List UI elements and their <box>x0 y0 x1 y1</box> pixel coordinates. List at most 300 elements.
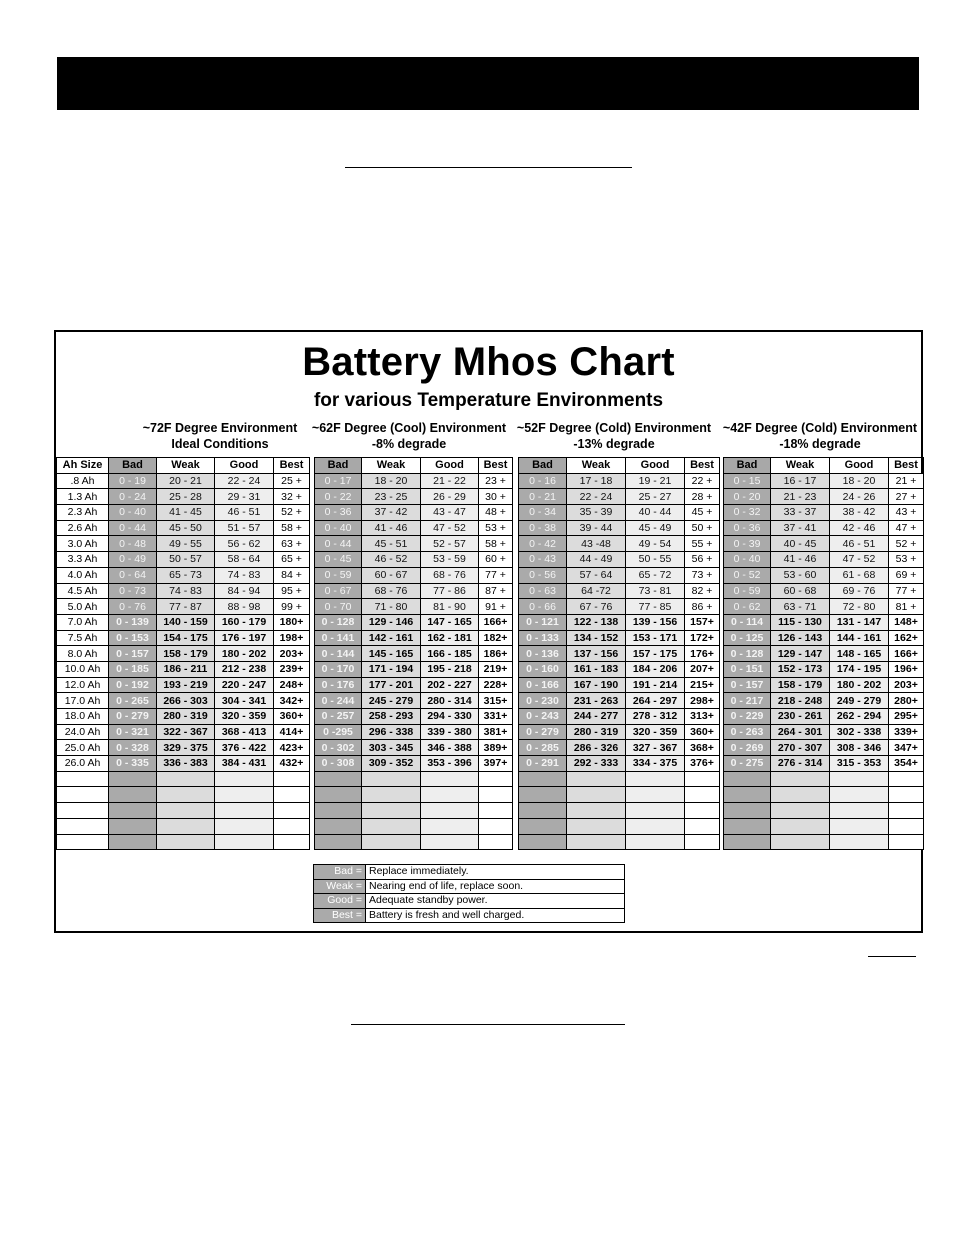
cell-bad: 0 - 275 <box>724 756 771 772</box>
table-row <box>724 489 924 505</box>
cell-bad: 0 - 136 <box>519 646 567 662</box>
env-note: -13% degrade <box>573 436 655 451</box>
empty-row <box>57 803 310 819</box>
cell-best: 91 + <box>479 599 513 615</box>
group-52f <box>518 457 720 850</box>
cell-good: 61 - 68 <box>830 567 889 583</box>
cell-best: 331+ <box>479 709 513 725</box>
cell-good: 65 - 72 <box>626 567 685 583</box>
empty-cell <box>362 771 421 787</box>
cell-ah-size: 24.0 Ah <box>57 724 109 740</box>
empty-cell <box>215 818 274 834</box>
cell-best: 172+ <box>685 630 720 646</box>
cell-good: 162 - 181 <box>421 630 479 646</box>
empty-cell <box>685 834 720 850</box>
empty-row <box>519 818 720 834</box>
cell-best: 196+ <box>889 661 924 677</box>
cell-best: 423+ <box>274 740 310 756</box>
cell-weak: 137 - 156 <box>567 646 626 662</box>
col-good: Good <box>215 458 274 474</box>
cell-weak: 292 - 333 <box>567 756 626 772</box>
table-row <box>724 756 924 772</box>
cell-best: 69 + <box>889 567 924 583</box>
chart-title: Battery Mhos Chart <box>302 340 675 384</box>
table-row <box>724 614 924 630</box>
cell-good: 212 - 238 <box>215 661 274 677</box>
cell-bad: 0 - 279 <box>109 709 157 725</box>
cell-bad: 0 - 39 <box>724 536 771 552</box>
empty-cell <box>771 834 830 850</box>
cell-bad: 0 - 229 <box>724 709 771 725</box>
table-row <box>57 599 310 615</box>
cell-best: 55 + <box>685 536 720 552</box>
cell-bad: 0 - 17 <box>315 473 362 489</box>
empty-cell <box>315 803 362 819</box>
cell-bad: 0 - 128 <box>315 614 362 630</box>
short-underline <box>868 956 916 957</box>
empty-cell <box>215 771 274 787</box>
cell-bad: 0 - 49 <box>109 552 157 568</box>
cell-weak: 296 - 338 <box>362 724 421 740</box>
cell-best: 203+ <box>889 677 924 693</box>
cell-good: 81 - 90 <box>421 599 479 615</box>
cell-best: 73 + <box>685 567 720 583</box>
table-row <box>57 473 310 489</box>
cell-best: 414+ <box>274 724 310 740</box>
table-row <box>315 630 513 646</box>
table-row <box>315 693 513 709</box>
cell-best: 239+ <box>274 661 310 677</box>
cell-best: 84 + <box>274 567 310 583</box>
cell-good: 19 - 21 <box>626 473 685 489</box>
table-row <box>315 614 513 630</box>
cell-weak: 16 - 17 <box>771 473 830 489</box>
cell-good: 26 - 29 <box>421 489 479 505</box>
empty-cell <box>724 818 771 834</box>
empty-cell <box>57 803 109 819</box>
cell-weak: 171 - 194 <box>362 661 421 677</box>
table-row <box>315 489 513 505</box>
cell-weak: 152 - 173 <box>771 661 830 677</box>
empty-row <box>315 803 513 819</box>
cell-bad: 0 - 43 <box>519 552 567 568</box>
cell-bad: 0 - 62 <box>724 599 771 615</box>
cell-ah-size: 18.0 Ah <box>57 709 109 725</box>
table-row <box>315 505 513 521</box>
col-bad: Bad <box>724 458 771 474</box>
cell-weak: 186 - 211 <box>157 661 215 677</box>
table-row <box>57 520 310 536</box>
cell-bad: 0 - 133 <box>519 630 567 646</box>
cell-best: 52 + <box>274 505 310 521</box>
col-weak: Weak <box>771 458 830 474</box>
table-row <box>724 740 924 756</box>
empty-cell <box>830 818 889 834</box>
empty-cell <box>830 803 889 819</box>
table-row <box>57 505 310 521</box>
cell-best: 65 + <box>274 552 310 568</box>
cell-best: 207+ <box>685 661 720 677</box>
cell-bad: 0 - 302 <box>315 740 362 756</box>
cell-weak: 23 - 25 <box>362 489 421 505</box>
table-row <box>724 677 924 693</box>
cell-weak: 167 - 190 <box>567 677 626 693</box>
cell-bad: 0 - 151 <box>724 661 771 677</box>
cell-good: 84 - 94 <box>215 583 274 599</box>
empty-cell <box>479 818 513 834</box>
cell-best: 56 + <box>685 552 720 568</box>
cell-bad: 0 - 244 <box>315 693 362 709</box>
cell-ah-size: 3.3 Ah <box>57 552 109 568</box>
empty-row <box>57 818 310 834</box>
empty-cell <box>830 771 889 787</box>
empty-cell <box>830 787 889 803</box>
cell-good: 58 - 64 <box>215 552 274 568</box>
empty-row <box>315 771 513 787</box>
empty-cell <box>724 803 771 819</box>
cell-best: 86 + <box>685 599 720 615</box>
cell-bad: 0 - 48 <box>109 536 157 552</box>
empty-cell <box>421 818 479 834</box>
cell-weak: 71 - 80 <box>362 599 421 615</box>
empty-cell <box>274 771 310 787</box>
cell-ah-size: 12.0 Ah <box>57 677 109 693</box>
cell-weak: 193 - 219 <box>157 677 215 693</box>
empty-cell <box>519 834 567 850</box>
cell-best: 354+ <box>889 756 924 772</box>
empty-cell <box>362 834 421 850</box>
table-row <box>57 756 310 772</box>
empty-cell <box>157 834 215 850</box>
empty-cell <box>724 834 771 850</box>
empty-cell <box>626 771 685 787</box>
cell-best: 23 + <box>479 473 513 489</box>
cell-best: 87 + <box>479 583 513 599</box>
table-row <box>724 599 924 615</box>
cell-bad: 0 - 328 <box>109 740 157 756</box>
empty-cell <box>519 818 567 834</box>
cell-weak: 126 - 143 <box>771 630 830 646</box>
cell-weak: 45 - 50 <box>157 520 215 536</box>
cell-bad: 0 - 40 <box>724 552 771 568</box>
cell-bad: 0 - 40 <box>315 520 362 536</box>
cell-best: 298+ <box>685 693 720 709</box>
cell-bad: 0 - 141 <box>315 630 362 646</box>
cell-weak: 154 - 175 <box>157 630 215 646</box>
empty-cell <box>421 771 479 787</box>
env-title: ~42F Degree (Cold) Environment <box>722 421 918 435</box>
empty-cell <box>57 771 109 787</box>
cell-weak: 231 - 263 <box>567 693 626 709</box>
cell-weak: 270 - 307 <box>771 740 830 756</box>
cell-weak: 158 - 179 <box>157 646 215 662</box>
col-bad: Bad <box>109 458 157 474</box>
cell-bad: 0 - 73 <box>109 583 157 599</box>
cell-good: 376 - 422 <box>215 740 274 756</box>
table-row <box>519 724 720 740</box>
empty-cell <box>830 834 889 850</box>
cell-weak: 21 - 23 <box>771 489 830 505</box>
cell-weak: 33 - 37 <box>771 505 830 521</box>
cell-good: 144 - 161 <box>830 630 889 646</box>
cell-best: 280+ <box>889 693 924 709</box>
empty-cell <box>771 787 830 803</box>
cell-bad: 0 - 166 <box>519 677 567 693</box>
cell-bad: 0 - 121 <box>519 614 567 630</box>
cell-weak: 39 - 44 <box>567 520 626 536</box>
cell-good: 160 - 179 <box>215 614 274 630</box>
table-row <box>57 567 310 583</box>
empty-cell <box>724 771 771 787</box>
cell-bad: 0 - 114 <box>724 614 771 630</box>
cell-weak: 77 - 87 <box>157 599 215 615</box>
cell-bad: 0 - 34 <box>519 505 567 521</box>
cell-best: 203+ <box>274 646 310 662</box>
table-row <box>57 552 310 568</box>
cell-ah-size: 26.0 Ah <box>57 756 109 772</box>
cell-bad: 0 - 63 <box>519 583 567 599</box>
cell-best: 376+ <box>685 756 720 772</box>
cell-ah-size: 5.0 Ah <box>57 599 109 615</box>
cell-good: 77 - 85 <box>626 599 685 615</box>
cell-bad: 0 - 291 <box>519 756 567 772</box>
cell-bad: 0 - 32 <box>724 505 771 521</box>
empty-row <box>724 834 924 850</box>
cell-ah-size: 7.5 Ah <box>57 630 109 646</box>
empty-cell <box>685 787 720 803</box>
cell-bad: 0 - 192 <box>109 677 157 693</box>
table-row <box>57 536 310 552</box>
divider-line-bottom <box>351 1024 625 1025</box>
empty-row <box>57 834 310 850</box>
empty-cell <box>109 803 157 819</box>
cell-good: 249 - 279 <box>830 693 889 709</box>
cell-good: 148 - 165 <box>830 646 889 662</box>
cell-good: 51 - 57 <box>215 520 274 536</box>
legend-desc: Adequate standby power. <box>366 894 625 909</box>
cell-good: 184 - 206 <box>626 661 685 677</box>
table-row <box>315 677 513 693</box>
cell-good: 43 - 47 <box>421 505 479 521</box>
cell-best: 248+ <box>274 677 310 693</box>
cell-good: 308 - 346 <box>830 740 889 756</box>
cell-weak: 145 - 165 <box>362 646 421 662</box>
cell-best: 58 + <box>479 536 513 552</box>
cell-good: 46 - 51 <box>215 505 274 521</box>
empty-cell <box>109 771 157 787</box>
cell-weak: 17 - 18 <box>567 473 626 489</box>
legend-row-bad <box>314 865 625 880</box>
table-row <box>315 756 513 772</box>
empty-cell <box>519 771 567 787</box>
cell-weak: 45 - 51 <box>362 536 421 552</box>
cell-good: 166 - 185 <box>421 646 479 662</box>
empty-cell <box>57 834 109 850</box>
cell-bad: 0 - 56 <box>519 567 567 583</box>
cell-good: 46 - 51 <box>830 536 889 552</box>
cell-good: 68 - 76 <box>421 567 479 583</box>
cell-good: 320 - 359 <box>215 709 274 725</box>
cell-good: 52 - 57 <box>421 536 479 552</box>
legend-row-good <box>314 894 625 909</box>
cell-bad: 0 - 335 <box>109 756 157 772</box>
cell-weak: 264 - 301 <box>771 724 830 740</box>
cell-weak: 322 - 367 <box>157 724 215 740</box>
empty-cell <box>567 787 626 803</box>
cell-weak: 177 - 201 <box>362 677 421 693</box>
empty-cell <box>109 787 157 803</box>
cell-best: 27 + <box>889 489 924 505</box>
cell-ah-size: 17.0 Ah <box>57 693 109 709</box>
legend-row-weak <box>314 879 625 894</box>
group-42f <box>723 457 924 850</box>
cell-weak: 115 - 130 <box>771 614 830 630</box>
legend <box>313 864 625 923</box>
table-row <box>519 740 720 756</box>
cell-weak: 129 - 146 <box>362 614 421 630</box>
table-row <box>57 646 310 662</box>
cell-weak: 41 - 46 <box>771 552 830 568</box>
empty-cell <box>889 771 924 787</box>
chart-subtitle: for various Temperature Environments <box>313 390 664 411</box>
cell-good: 315 - 353 <box>830 756 889 772</box>
empty-cell <box>567 818 626 834</box>
empty-cell <box>685 818 720 834</box>
cell-bad: 0 - 257 <box>315 709 362 725</box>
table-row <box>724 567 924 583</box>
empty-cell <box>315 787 362 803</box>
cell-best: 389+ <box>479 740 513 756</box>
legend-desc: Battery is fresh and well charged. <box>366 908 625 923</box>
cell-best: 180+ <box>274 614 310 630</box>
cell-good: 180 - 202 <box>830 677 889 693</box>
cell-bad: 0 - 42 <box>519 536 567 552</box>
cell-best: 30 + <box>479 489 513 505</box>
cell-weak: 218 - 248 <box>771 693 830 709</box>
env-title: ~72F Degree Environment <box>142 421 298 435</box>
cell-best: 342+ <box>274 693 310 709</box>
cell-ah-size: 2.6 Ah <box>57 520 109 536</box>
cell-bad: 0 - 157 <box>109 646 157 662</box>
empty-cell <box>724 787 771 803</box>
empty-cell <box>215 787 274 803</box>
cell-best: 95 + <box>274 583 310 599</box>
cell-bad: 0 - 144 <box>315 646 362 662</box>
cell-good: 180 - 202 <box>215 646 274 662</box>
empty-cell <box>479 803 513 819</box>
cell-weak: 286 - 326 <box>567 740 626 756</box>
table-row <box>724 709 924 725</box>
table-row <box>57 583 310 599</box>
empty-cell <box>215 834 274 850</box>
cell-best: 381+ <box>479 724 513 740</box>
cell-weak: 60 - 67 <box>362 567 421 583</box>
cell-best: 45 + <box>685 505 720 521</box>
empty-cell <box>274 803 310 819</box>
cell-weak: 35 - 39 <box>567 505 626 521</box>
cell-best: 22 + <box>685 473 720 489</box>
empty-row <box>315 787 513 803</box>
empty-row <box>724 803 924 819</box>
legend-key: Bad = <box>314 865 366 880</box>
table-row <box>57 740 310 756</box>
cell-good: 42 - 46 <box>830 520 889 536</box>
empty-cell <box>274 787 310 803</box>
cell-bad: 0 - 20 <box>724 489 771 505</box>
empty-cell <box>315 834 362 850</box>
table-row <box>724 552 924 568</box>
empty-cell <box>626 803 685 819</box>
cell-best: 53 + <box>479 520 513 536</box>
cell-bad: 0 - 263 <box>724 724 771 740</box>
cell-good: 153 - 171 <box>626 630 685 646</box>
cell-bad: 0 - 139 <box>109 614 157 630</box>
cell-best: 360+ <box>274 709 310 725</box>
cell-bad: 0 - 157 <box>724 677 771 693</box>
legend-key: Good = <box>314 894 366 909</box>
cell-good: 304 - 341 <box>215 693 274 709</box>
cell-good: 77 - 86 <box>421 583 479 599</box>
empty-cell <box>685 771 720 787</box>
cell-best: 148+ <box>889 614 924 630</box>
cell-best: 295+ <box>889 709 924 725</box>
cell-weak: 63 - 71 <box>771 599 830 615</box>
table-row <box>315 473 513 489</box>
cell-good: 47 - 52 <box>421 520 479 536</box>
group-62f <box>314 457 513 850</box>
table-row <box>57 724 310 740</box>
empty-cell <box>519 787 567 803</box>
cell-bad: 0 - 217 <box>724 693 771 709</box>
cell-best: 48 + <box>479 505 513 521</box>
cell-good: 174 - 195 <box>830 661 889 677</box>
table-row <box>57 614 310 630</box>
col-good: Good <box>626 458 685 474</box>
table-row <box>315 709 513 725</box>
cell-good: 74 - 83 <box>215 567 274 583</box>
cell-ah-size: 3.0 Ah <box>57 536 109 552</box>
cell-bad: 0 - 285 <box>519 740 567 756</box>
table-row <box>519 661 720 677</box>
empty-cell <box>771 771 830 787</box>
cell-bad: 0 - 321 <box>109 724 157 740</box>
cell-bad: 0 - 36 <box>315 505 362 521</box>
table-row <box>519 583 720 599</box>
cell-weak: 244 - 277 <box>567 709 626 725</box>
cell-good: 139 - 156 <box>626 614 685 630</box>
cell-ah-size: 25.0 Ah <box>57 740 109 756</box>
cell-weak: 134 - 152 <box>567 630 626 646</box>
table-row <box>315 599 513 615</box>
empty-cell <box>626 818 685 834</box>
empty-cell <box>889 818 924 834</box>
empty-row <box>519 787 720 803</box>
cell-best: 47 + <box>889 520 924 536</box>
empty-cell <box>567 834 626 850</box>
empty-row <box>57 771 310 787</box>
cell-weak: 25 - 28 <box>157 489 215 505</box>
cell-bad: 0 - 59 <box>724 583 771 599</box>
table-row <box>519 709 720 725</box>
cell-weak: 161 - 183 <box>567 661 626 677</box>
empty-cell <box>109 834 157 850</box>
cell-best: 360+ <box>685 724 720 740</box>
cell-best: 53 + <box>889 552 924 568</box>
table-row <box>724 536 924 552</box>
cell-best: 166+ <box>889 646 924 662</box>
table-row <box>315 646 513 662</box>
cell-good: 147 - 165 <box>421 614 479 630</box>
